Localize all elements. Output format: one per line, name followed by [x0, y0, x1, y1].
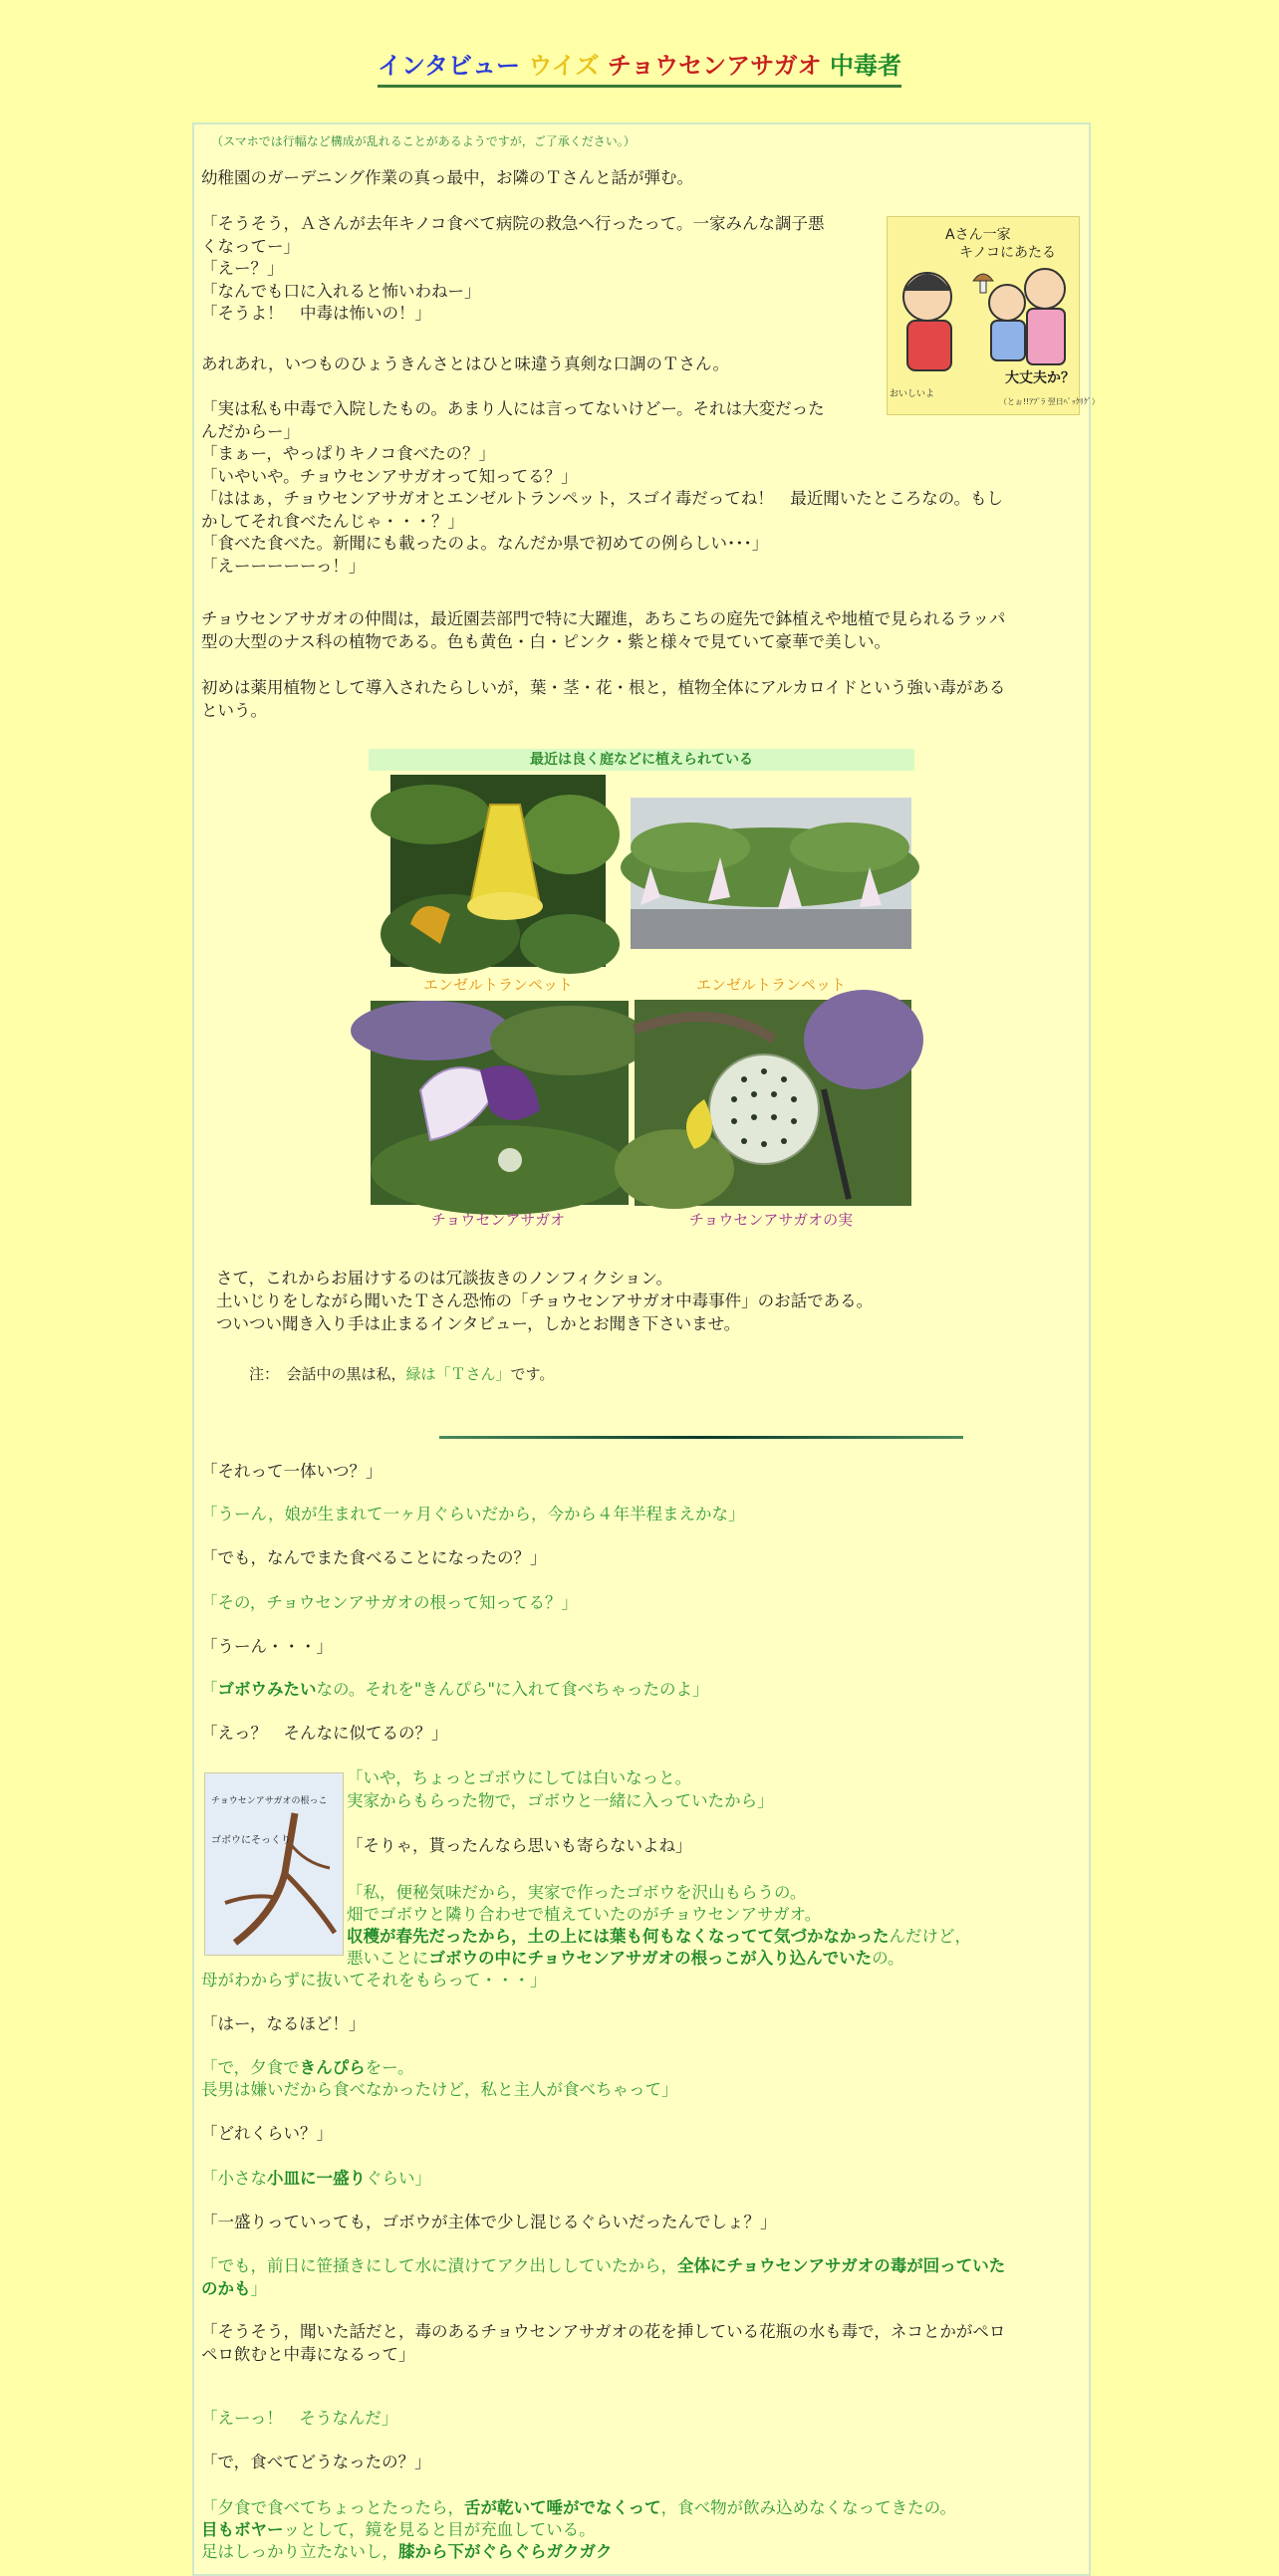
answer-5-line-1: 「私，便秘気味だから，実家で作ったゴボウを沢山もらうの。 [347, 1883, 807, 1902]
answer-7-bold: 小皿に一盛り [267, 2169, 366, 2188]
question-6: 「はー，なるほど！」 [201, 2014, 366, 2033]
section-divider [439, 1436, 963, 1439]
caption-datura: チョウセンアサガオ [430, 1211, 566, 1229]
answer-10-l3-bold: 膝から下がぐらぐらガクガク [398, 2542, 613, 2561]
answer-3-post: なの。それを"きんぴら"に入れて食べちゃったのよ」 [316, 1680, 709, 1699]
question-4: 「えっ？ そんなに似てるの？」 [201, 1724, 448, 1743]
answer-4: 「いや，ちょっとゴボウにしては白いなっと。 実家からもらった物で，ゴボウと一緒に入っていたから」 [347, 1768, 774, 1810]
answer-10-l2-post: ッとして，鏡を見ると目が充血している。 [283, 2520, 596, 2539]
angel-trumpet-white-photo [631, 798, 911, 949]
answer-5-line-4-pre: 悪いことに [347, 1949, 429, 1968]
illust-caption-note: （とぉ!!ｱﾌﾟﾗ 翌日ﾍﾟｯｸﾘｸﾞ） [999, 397, 1100, 406]
illust-caption-family: Aさん一家 [945, 227, 1011, 243]
color-legend-note [249, 1363, 554, 1386]
answer-8-pre: 「でも，前日に笹掻きにして水に漬けてアク出ししていたから， [201, 2256, 678, 2275]
question-7: 「どれくらい？」 [201, 2124, 333, 2143]
burdock-caption-2: チョウセンアサガオの根っこ [211, 1796, 328, 1806]
answer-10-l1-pre: 「夕食で食べてちょっとたったら， [201, 2498, 464, 2517]
question-10: 「で，食べてどうなったの？」 [201, 2453, 431, 2471]
burdock-root-illustration [204, 1772, 344, 1956]
angel-trumpet-white-image [631, 798, 911, 949]
intro-paragraph-2: あれあれ，いつものひょうきんさとはひと味違う真剣な口調のＴさん。 [201, 354, 729, 373]
question-3: 「うーん・・・」 [201, 1637, 333, 1656]
answer-8-post: 」 [250, 2278, 267, 2298]
datura-flower-photo [371, 1001, 629, 1205]
intro-paragraph-3: チョウセンアサガオの仲間は，最近園芸部門で特に大躍進，あちこちの庭先で鉢植えや地植で見られるラッパ 型の大型のナス科の植物である。色も黄色・白・ピンク・紫と様々で見ていて豪華で美しい。 [201, 609, 1006, 651]
question-5: 「そりゃ，貰ったんなら思いも寄らないよね」 [347, 1836, 692, 1855]
intro-dialogue-1: 「そうそう，Ａさんが去年キノコ食べて病院の救急へ行ったって。一家みんな調子悪 くなってー」 「えー？」 「なんでも口に入れると怖いわねー」 「そうよ！ 中毒は怖いの！」 [201, 214, 825, 323]
title-part-victim: 中毒者 [829, 52, 901, 80]
title-part-with: ウイズ [528, 52, 600, 80]
question-1: 「それって一体いつ？」 [201, 1462, 383, 1481]
answer-7-post: ぐらい」 [366, 2169, 431, 2188]
illust-caption-mushroom: キノコにあたる [959, 245, 1057, 261]
answer-10-l1-bold: 舌が乾いて唾がでなくって [464, 2498, 661, 2517]
answer-5-line-4-bold: ゴボウの中にチョウセンアサガオの根っこが入り込んでいた [428, 1949, 873, 1968]
answer-7-pre: 「小さな [201, 2169, 267, 2188]
lead-line-3: ついつい聞き入り手は止まるインタビュー，しかとお聞き下さいませ。 [216, 1314, 741, 1333]
page-title-wrap [0, 46, 1279, 88]
caption-angel-trumpet-1: エンゼルトランペット [422, 976, 573, 994]
answer-6-line-2: 長男は嫌いだから食べなかったけど，私と主人が食べちゃって」 [201, 2080, 678, 2099]
smartphone-note: （スマホでは行幅など構成が乱れることがあるようですが，ご了承ください。） [211, 134, 636, 148]
burdock-root-drawing [205, 1773, 343, 1955]
illust-caption-delicious: おいしいよ [890, 389, 935, 399]
burdock-caption-1: ゴボウにそっくり [211, 1835, 291, 1846]
legend-note-c: です。 [510, 1365, 555, 1383]
datura-flower-image [371, 1001, 629, 1205]
answer-3-bold: ゴボウみたい [217, 1680, 317, 1699]
answer-8-bold: 全体にチョウセンアサガオの毒が回っていた のかも [201, 2256, 1006, 2298]
title-part-plant: チョウセンアサガオ [607, 52, 822, 80]
datura-fruit-photo [635, 1000, 911, 1206]
mushroom-family-illustration [887, 216, 1100, 415]
title-part-interview: インタビュー [378, 52, 521, 80]
question-8: 「一盛りっていっても，ゴボウが主体で少し混じるぐらいだったんでしょ？」 [201, 2213, 777, 2231]
answer-10-l1-post: ，食べ物が飲み込めなくなってきたの。 [660, 2498, 957, 2517]
answer-10-line-2 [201, 2519, 596, 2542]
answer-5-line-4-post: の。 [872, 1949, 904, 1968]
intro-paragraph-4: 初めは薬用植物として導入されたらしいが，葉・茎・花・根と，植物全体にアルカロイドという強い毒がある という。 [201, 678, 1006, 720]
answer-7 [201, 2168, 431, 2191]
photo-section-header: 最近は良く庭などに植えられている [369, 749, 914, 771]
answer-6-pre: 「で，夕食で [201, 2058, 300, 2077]
answer-2: 「その，チョウセンアサガオの根って知ってる？」 [201, 1593, 579, 1612]
answer-10-line-1 [201, 2497, 956, 2520]
answer-6-post: をー。 [365, 2058, 414, 2077]
legend-note-green: 緑は「Ｔさん」 [405, 1365, 511, 1383]
caption-angel-trumpet-2: エンゼルトランペット [695, 976, 846, 994]
answer-8 [201, 2255, 1088, 2300]
answer-3-pre: 「 [201, 1680, 218, 1699]
answer-10-line-3 [201, 2541, 613, 2564]
answer-3 [201, 1679, 709, 1702]
answer-5-line-3 [347, 1926, 971, 1949]
intro-paragraph-1: 幼稚園のガーデニング作業の真っ最中，お隣のＴさんと話が弾む。 [201, 168, 694, 187]
answer-5-line-4 [347, 1948, 904, 1971]
page-title [378, 46, 901, 88]
angel-trumpet-yellow-image [390, 775, 606, 967]
answer-9: 「えーっ！ そうなんだ」 [201, 2409, 398, 2428]
answer-10-l3-pre: 足はしっかり立たないし， [201, 2542, 398, 2561]
article-box [192, 122, 1100, 2576]
angel-trumpet-yellow-photo [390, 775, 606, 967]
illust-caption-ok: 大丈夫か？ [1005, 370, 1075, 386]
illustration-drawing [888, 217, 1100, 414]
answer-6-bold: きんぴら [299, 2058, 366, 2077]
answer-5-line-2: 畑でゴボウと隣り合わせで植えていたのがチョウセンアサガオ。 [347, 1905, 822, 1924]
answer-5-line-3-post: んだけど， [889, 1927, 971, 1946]
answer-6-line-1 [201, 2057, 414, 2080]
caption-datura-fruit: チョウセンアサガオの実 [688, 1211, 854, 1229]
lead-line-1: さて，これからお届けするのは冗談抜きのノンフィクション。 [216, 1269, 673, 1288]
answer-5-line-3-bold: 収穫が春先だったから，土の上には葉も何もなくなってて気づかなかった [347, 1927, 890, 1946]
answer-5-line-5: 母がわからずに抜いてそれをもらって・・・」 [201, 1971, 547, 1990]
answer-1: 「うーん，娘が生まれて一ヶ月ぐらいだから，今から４年半程まえかな」 [201, 1505, 745, 1523]
intro-dialogue-2: 「実は私も中毒で入院したもの。あまり人には言ってないけどー。それは大変だった んだからー」 「まぁー，やっぱりキノコ食べたの？」 「いやいや。チョウセンアサガオって知ってる？」 「ははぁ，チョウセンアサガオとエンゼルトランペット，スゴイ毒だってね！ 最近聞いたところなの。もし かしてそれ食べたんじゃ・・・？」 「食べた食べた。新聞にも載ったのよ。なんだか県で初めての例らしい･･･」 「えーーーーーっ！」 [201, 399, 1004, 576]
question-2: 「でも，なんでまた食べることになったの？」 [201, 1548, 547, 1567]
legend-note-a: 注： 会話中の黒は私， [249, 1365, 406, 1383]
answer-10-l2-bold: 目もボヤー [201, 2520, 284, 2539]
lead-line-2: 土いじりをしながら聞いたＴさん恐怖の「チョウセンアサガオ中毒事件」のお話である。 [216, 1291, 874, 1310]
question-9: 「そうそう，聞いた話だと，毒のあるチョウセンアサガオの花を挿している花瓶の水も毒で，ネコとかがペロ ペロ飲むと中毒になるって」 [201, 2322, 1006, 2364]
datura-fruit-image [635, 1000, 911, 1206]
